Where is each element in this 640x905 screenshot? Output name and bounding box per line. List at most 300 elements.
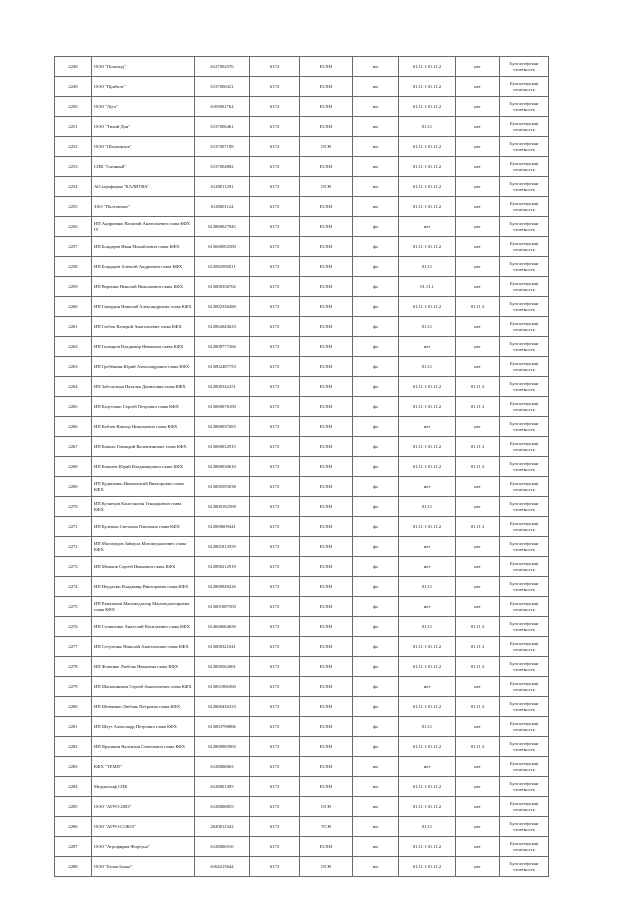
entity-type-cell: фл — [353, 377, 399, 397]
report-type-cell: Бухгалтерская отчетность — [500, 777, 549, 797]
okved-main-cell: 01.11.1 01.11.2 — [399, 297, 456, 317]
org-name-cell: ИП Кулешко Светлана Павловна глава КФХ — [92, 517, 195, 537]
entity-type-cell: фл — [353, 657, 399, 677]
okved-extra-cell: нет — [456, 757, 500, 777]
report-type-cell: Бухгалтерская отчетность — [500, 237, 549, 257]
tax-regime-cell: ЕСХН — [300, 497, 353, 517]
row-number-cell: 2276 — [55, 617, 92, 637]
entity-type-cell: юл — [353, 97, 399, 117]
report-type-cell: Бухгалтерская отчетность — [500, 837, 549, 857]
entity-type-cell: фл — [353, 217, 399, 237]
table-row — [55, 637, 549, 657]
table-row — [55, 857, 549, 877]
entity-type-cell: юл — [353, 777, 399, 797]
tax-regime-cell: ЕСХН — [300, 837, 353, 857]
row-number-cell: 2282 — [55, 737, 92, 757]
table-row — [55, 217, 549, 237]
row-number-cell: 2269 — [55, 477, 92, 497]
row-number-cell: 2281 — [55, 717, 92, 737]
okved-extra-cell: 01.11.3 — [456, 737, 500, 757]
row-number-cell: 2279 — [55, 677, 92, 697]
okved-main-cell: нет — [399, 677, 456, 697]
report-type-cell: Бухгалтерская отчетность — [500, 637, 549, 657]
org-name-cell: ИП Заболотная Наталья Даниловна глава КФХ — [92, 377, 195, 397]
table-row — [55, 497, 549, 517]
oktmo-code-cell: 6174 — [250, 77, 300, 97]
oktmo-code-cell: 6173 — [250, 337, 300, 357]
org-name-cell: ИП Глебов Валерий Анатольевич глава КФХ — [92, 317, 195, 337]
inn-cell: 612800609441 — [195, 517, 250, 537]
oktmo-code-cell: 6173 — [250, 577, 300, 597]
row-number-cell: 2249 — [55, 77, 92, 97]
row-number-cell: 2260 — [55, 297, 92, 317]
okved-extra-cell: нет — [456, 217, 500, 237]
org-name-cell: ООО "Белая Балка" — [92, 857, 195, 877]
table-row — [55, 797, 549, 817]
okved-extra-cell: нет — [456, 537, 500, 557]
okved-extra-cell: нет — [456, 817, 500, 837]
entity-type-cell: юл — [353, 857, 399, 877]
org-name-cell: СПК "Ситяный" — [92, 157, 195, 177]
oktmo-code-cell: 6173 — [250, 657, 300, 677]
entity-type-cell: юл — [353, 797, 399, 817]
table-row — [55, 577, 549, 597]
table-row — [55, 457, 549, 477]
table-row — [55, 57, 549, 77]
oktmo-code-cell: 6173 — [250, 197, 300, 217]
inn-cell: 6128006510 — [195, 837, 250, 857]
org-name-cell: ИП Андриенко Василий Анатольевич глава КФХ IV — [92, 217, 195, 237]
tax-regime-cell: ЕСХН — [300, 577, 353, 597]
row-number-cell: 2285 — [55, 797, 92, 817]
org-name-cell: ИП Коваль Геннадий Валентинович глава КФХ — [92, 437, 195, 457]
okved-extra-cell: нет — [456, 677, 500, 697]
report-type-cell: Бухгалтерская отчетность — [500, 537, 549, 557]
org-name-cell: ООО "Шалоннтов" — [92, 137, 195, 157]
tax-regime-cell: ЕСХН — [300, 197, 353, 217]
report-type-cell: Бухгалтерская отчетность — [500, 737, 549, 757]
okved-extra-cell: нет — [456, 317, 500, 337]
report-type-cell: Бухгалтерская отчетность — [500, 697, 549, 717]
row-number-cell: 2248 — [55, 57, 92, 77]
oktmo-code-cell: 6173 — [250, 457, 300, 477]
tax-regime-cell: ЕСХН — [300, 557, 353, 577]
okved-main-cell: 01.11.1 01.11.2 — [399, 777, 456, 797]
inn-cell: 612800985903 — [195, 737, 250, 757]
row-number-cell: 2277 — [55, 637, 92, 657]
entity-type-cell: фл — [353, 577, 399, 597]
entity-type-cell: фл — [353, 717, 399, 737]
entity-type-cell: фл — [353, 637, 399, 657]
oktmo-code-cell: 6173 — [250, 497, 300, 517]
report-type-cell: Бухгалтерская отчетность — [500, 217, 549, 237]
report-type-cell: Бухгалтерская отчетность — [500, 137, 549, 157]
oktmo-code-cell: 6173 — [250, 277, 300, 297]
okved-extra-cell: нет — [456, 177, 500, 197]
okved-main-cell: 01.11.1 01.11.2 — [399, 457, 456, 477]
tax-regime-cell: ЕСХН — [300, 277, 353, 297]
entity-type-cell: фл — [353, 677, 399, 697]
oktmo-code-cell: 6173 — [250, 797, 300, 817]
okved-main-cell: 01.11.1 01.11.2 — [399, 157, 456, 177]
okved-extra-cell: нет — [456, 57, 500, 77]
tax-regime-cell: ЕСХН — [300, 77, 353, 97]
tax-regime-cell: ЕСХН — [300, 157, 353, 177]
oktmo-code-cell: 6173 — [250, 717, 300, 737]
table-row — [55, 417, 549, 437]
tax-regime-cell: ЕСХН — [300, 317, 353, 337]
org-name-cell: ИП Кузнецов Константин Геннадьевич глава КФХ — [92, 497, 195, 517]
okved-main-cell: нет — [399, 757, 456, 777]
entity-type-cell: фл — [353, 617, 399, 637]
inn-cell: 613800595038 — [195, 477, 250, 497]
report-type-cell: Бухгалтерская отчетность — [500, 337, 549, 357]
row-number-cell: 2259 — [55, 277, 92, 297]
okved-extra-cell: нет — [456, 477, 500, 497]
org-name-cell: ИП Рамазанов Магомедзагир Магомедзагирович глава КФХ — [92, 597, 195, 617]
org-name-cell: ООО "Поповод" — [92, 57, 195, 77]
okved-main-cell: 01.11.1 01.11.2 — [399, 177, 456, 197]
registry-table — [54, 56, 549, 877]
okved-extra-cell: 01.11.3 — [456, 397, 500, 417]
table-row — [55, 97, 549, 117]
entity-type-cell: фл — [353, 477, 399, 497]
report-type-cell: Бухгалтерская отчетность — [500, 477, 549, 497]
oktmo-code-cell: 6173 — [250, 837, 300, 857]
oktmo-code-cell: 6173 — [250, 697, 300, 717]
tax-regime-cell: ЕСХН — [300, 457, 353, 477]
row-number-cell: 2288 — [55, 857, 92, 877]
table-row — [55, 537, 549, 557]
okved-main-cell: 01.11.1 01.11.2 — [399, 797, 456, 817]
inn-cell: 6128006063 — [195, 757, 250, 777]
report-type-cell: Бухгалтерская отчетность — [500, 357, 549, 377]
tax-regime-cell: ЕСХН — [300, 337, 353, 357]
entity-type-cell: юл — [353, 137, 399, 157]
entity-type-cell: юл — [353, 117, 399, 137]
okved-main-cell: 01.11 — [399, 617, 456, 637]
table-row — [55, 737, 549, 757]
org-name-cell: ИП Гребёнкин Юрий Александрович глава КФХ — [92, 357, 195, 377]
okved-extra-cell: 01.11.3 — [456, 617, 500, 637]
inn-cell: 612800777366 — [195, 337, 250, 357]
oktmo-code-cell: 6173 — [250, 817, 300, 837]
report-type-cell: Бухгалтерская отчетность — [500, 377, 549, 397]
tax-regime-cell: ЕСХН — [300, 97, 353, 117]
table-row — [55, 757, 549, 777]
registry-sheet — [54, 56, 548, 877]
row-number-cell: 2275 — [55, 597, 92, 617]
okved-extra-cell: нет — [456, 197, 500, 217]
okved-extra-cell: нет — [456, 357, 500, 377]
entity-type-cell: юл — [353, 817, 399, 837]
tax-regime-cell: ЕСХН — [300, 737, 353, 757]
row-number-cell: 2254 — [55, 177, 92, 197]
tax-regime-cell: ЕСХН — [300, 597, 353, 617]
table-row — [55, 717, 549, 737]
okved-main-cell: 01.11.1 01.11.2 — [399, 397, 456, 417]
report-type-cell: Бухгалтерская отчетность — [500, 817, 549, 837]
inn-cell: 2620012342 — [195, 817, 250, 837]
okved-main-cell: нет — [399, 217, 456, 237]
oktmo-code-cell: 6173 — [250, 777, 300, 797]
report-type-cell: Бухгалтерская отчетность — [500, 497, 549, 517]
okved-main-cell: нет — [399, 417, 456, 437]
okved-main-cell: 01.11.1 01.11.2 — [399, 137, 456, 157]
row-number-cell: 2253 — [55, 157, 92, 177]
row-number-cell: 2278 — [55, 657, 92, 677]
oktmo-code-cell: 6173 — [250, 237, 300, 257]
report-type-cell: Бухгалтерская отчетность — [500, 857, 549, 877]
table-row — [55, 597, 549, 617]
report-type-cell: Бухгалтерская отчетность — [500, 317, 549, 337]
table-row — [55, 317, 549, 337]
org-name-cell: ИП Сетуленко Николай Анатольевич глава КФХ — [92, 637, 195, 657]
tax-regime-cell: ЕСХН — [300, 677, 353, 697]
row-number-cell: 2274 — [55, 577, 92, 597]
entity-type-cell: фл — [353, 597, 399, 617]
row-number-cell: 2286 — [55, 817, 92, 837]
org-name-cell: ИП Гончаров Владимир Иванович глава КФХ — [92, 337, 195, 357]
inn-cell: 613800076100 — [195, 397, 250, 417]
okved-extra-cell: 01.11.3 — [456, 437, 500, 457]
table-row — [55, 617, 549, 637]
row-number-cell: 2262 — [55, 337, 92, 357]
inn-cell: 613800321041 — [195, 637, 250, 657]
oktmo-code-cell: 6173 — [250, 177, 300, 197]
tax-regime-cell: ЕСХН — [300, 417, 353, 437]
entity-type-cell: юл — [353, 57, 399, 77]
oktmo-code-cell: 6173 — [250, 357, 300, 377]
inn-cell: 613800562061 — [195, 657, 250, 677]
tax-regime-cell: ЕСХН — [300, 477, 353, 497]
table-row — [55, 197, 549, 217]
row-number-cell: 2265 — [55, 397, 92, 417]
table-row — [55, 117, 549, 137]
tax-regime-cell: ЕСХН — [300, 717, 353, 737]
table-row — [55, 477, 549, 497]
inn-cell: 612800436333 — [195, 697, 250, 717]
inn-cell: 6137006321 — [195, 77, 250, 97]
oktmo-code-cell: 6173 — [250, 857, 300, 877]
table-row — [55, 257, 549, 277]
org-name-cell: ИП Сетяшенко Анатолий Васильевич глава КФХ — [92, 617, 195, 637]
org-name-cell: ИП Шапошников Сергей Анатольевич глава КФХ — [92, 677, 195, 697]
okved-extra-cell: нет — [456, 857, 500, 877]
okved-main-cell: 01.11.1 01.11.2 — [399, 57, 456, 77]
tax-regime-cell: ЕСХН — [300, 757, 353, 777]
entity-type-cell: юл — [353, 177, 399, 197]
table-row — [55, 437, 549, 457]
report-type-cell: Бухгалтерская отчетность — [500, 757, 549, 777]
table-row — [55, 77, 549, 97]
table-row — [55, 557, 549, 577]
entity-type-cell: юл — [353, 157, 399, 177]
inn-cell: 6137004882 — [195, 157, 250, 177]
okved-main-cell: 01.11 — [399, 577, 456, 597]
report-type-cell: Бухгалтерская отчетность — [500, 517, 549, 537]
okved-extra-cell: нет — [456, 337, 500, 357]
org-name-cell: ИП Веренин Николай Николаевич глава КФХ — [92, 277, 195, 297]
tax-regime-cell: ЕСХН — [300, 257, 353, 277]
okved-extra-cell: нет — [456, 257, 500, 277]
org-name-cell: ИП Неудахин Владимир Викторович глава КФХ — [92, 577, 195, 597]
row-number-cell: 2257 — [55, 237, 92, 257]
oktmo-code-cell: 6173 — [250, 437, 300, 457]
row-number-cell: 2252 — [55, 137, 92, 157]
inn-cell: 613800032915 — [195, 437, 250, 457]
org-name-cell: Медиахлиф СПК — [92, 777, 195, 797]
okved-main-cell: 01.11.1 01.11.2 — [399, 197, 456, 217]
okved-main-cell: 01.11.1 01.11.2 — [399, 857, 456, 877]
oktmo-code-cell: 6173 — [250, 517, 300, 537]
org-name-cell: ИП Шевченко Любовь Петровна глава КФХ — [92, 697, 195, 717]
entity-type-cell: фл — [353, 257, 399, 277]
inn-cell: 613800027945 — [195, 217, 250, 237]
row-number-cell: 2256 — [55, 217, 92, 237]
table-row — [55, 177, 549, 197]
oktmo-code-cell: 6173 — [250, 477, 300, 497]
entity-type-cell: фл — [353, 357, 399, 377]
table-row — [55, 297, 549, 317]
okved-extra-cell: нет — [456, 597, 500, 617]
tax-regime-cell: ЕСХН — [300, 297, 353, 317]
report-type-cell: Бухгалтерская отчетность — [500, 557, 549, 577]
oktmo-code-cell: 6173 — [250, 737, 300, 757]
entity-type-cell: фл — [353, 277, 399, 297]
inn-cell: 6128001124 — [195, 197, 250, 217]
oktmo-code-cell: 6173 — [250, 377, 300, 397]
okved-extra-cell: нет — [456, 77, 500, 97]
table-row — [55, 277, 549, 297]
row-number-cell: 2258 — [55, 257, 92, 277]
report-type-cell: Бухгалтерская отчетность — [500, 257, 549, 277]
inn-cell: 613800356702 — [195, 277, 250, 297]
okved-main-cell: 01.11.1 01.11.2 — [399, 437, 456, 457]
entity-type-cell: фл — [353, 557, 399, 577]
okved-extra-cell: нет — [456, 137, 500, 157]
table-row — [55, 157, 549, 177]
okved-extra-cell: нет — [456, 237, 500, 257]
oktmo-code-cell: 6173 — [250, 217, 300, 237]
report-type-cell: Бухгалтерская отчетность — [500, 157, 549, 177]
org-name-cell: ИП Ковалев Юрий Владимирович глава КФХ — [92, 457, 195, 477]
okved-extra-cell: нет — [456, 577, 500, 597]
okved-extra-cell: 01.11.3 — [456, 297, 500, 317]
inn-cell: 613802356480 — [195, 297, 250, 317]
row-number-cell: 2284 — [55, 777, 92, 797]
oktmo-code-cell: 6173 — [250, 597, 300, 617]
table-row — [55, 377, 549, 397]
oktmo-code-cell: 6173 — [250, 537, 300, 557]
entity-type-cell: юл — [353, 77, 399, 97]
org-name-cell: ИП Ярушкин Валентин Семенович глава КФХ — [92, 737, 195, 757]
row-number-cell: 2272 — [55, 537, 92, 557]
org-name-cell: ООО "Тихий Дон" — [92, 117, 195, 137]
org-name-cell: ООО "Луга" — [92, 97, 195, 117]
entity-type-cell: фл — [353, 317, 399, 337]
okved-extra-cell: нет — [456, 557, 500, 577]
row-number-cell: 2270 — [55, 497, 92, 517]
report-type-cell: Бухгалтерская отчетность — [500, 417, 549, 437]
org-name-cell: ИП Казусенко Сергей Петрович глава КФХ — [92, 397, 195, 417]
okved-main-cell: 01.11 — [399, 357, 456, 377]
tax-regime-cell: ЕСХН — [300, 777, 353, 797]
inn-cell: 612800212919 — [195, 557, 250, 577]
report-type-cell: Бухгалтерская отчетность — [500, 277, 549, 297]
okved-extra-cell: 01.11.3 — [456, 377, 500, 397]
tax-regime-cell: ЕСХН — [300, 517, 353, 537]
oktmo-code-cell: 6173 — [250, 637, 300, 657]
okved-main-cell: 01.11.1 01.11.2 — [399, 517, 456, 537]
oktmo-code-cell: 6174 — [250, 117, 300, 137]
oktmo-code-cell: 6173 — [250, 417, 300, 437]
report-type-cell: Бухгалтерская отчетность — [500, 677, 549, 697]
table-row — [55, 837, 549, 857]
table-row — [55, 357, 549, 377]
tax-regime-cell: ЕСХН — [300, 377, 353, 397]
inn-cell: 613600002500 — [195, 237, 250, 257]
tax-regime-cell: ОСН — [300, 797, 353, 817]
report-type-cell: Бухгалтерская отчетность — [500, 657, 549, 677]
oktmo-code-cell: 6173 — [250, 257, 300, 277]
tax-regime-cell: ЕСХН — [300, 657, 353, 677]
row-number-cell: 2266 — [55, 417, 92, 437]
tax-regime-cell: ЕСХН — [300, 117, 353, 137]
okved-main-cell: 01.11 — [399, 717, 456, 737]
org-name-cell: ИП Фоменко Любовь Ивановна глава КФХ — [92, 657, 195, 677]
inn-cell: 6128006855 — [195, 797, 250, 817]
entity-type-cell: фл — [353, 397, 399, 417]
row-number-cell: 2280 — [55, 697, 92, 717]
inn-cell: 613802487753 — [195, 357, 250, 377]
okved-extra-cell: 01.11.3 — [456, 457, 500, 477]
tax-regime-cell: ЕСХН — [300, 217, 353, 237]
tax-regime-cell: ЕСХН — [300, 237, 353, 257]
entity-type-cell: фл — [353, 237, 399, 257]
okved-main-cell: нет — [399, 557, 456, 577]
okved-main-cell: 01.11.1 01.11.2 — [399, 77, 456, 97]
okved-main-cell: нет — [399, 537, 456, 557]
inn-cell: 6137006461 — [195, 117, 250, 137]
okved-main-cell: 01.11.1 01.11.2 — [399, 737, 456, 757]
okved-extra-cell: нет — [456, 117, 500, 137]
inn-cell: 613803790806 — [195, 717, 250, 737]
entity-type-cell: фл — [353, 437, 399, 457]
okved-main-cell: нет — [399, 477, 456, 497]
inn-cell: 612800342251 — [195, 377, 250, 397]
oktmo-code-cell: 6174 — [250, 157, 300, 177]
row-number-cell: 2263 — [55, 357, 92, 377]
inn-cell: 6127002576 — [195, 57, 250, 77]
org-name-cell: ООО "АГРО-СОЮЗ" — [92, 817, 195, 837]
okved-main-cell: 01.11.1 01.11.2 — [399, 697, 456, 717]
okved-main-cell: 01.11.1 01.11.2 — [399, 837, 456, 857]
okved-extra-cell: нет — [456, 777, 500, 797]
report-type-cell: Бухгалтерская отчетность — [500, 577, 549, 597]
table-row — [55, 237, 549, 257]
tax-regime-cell: ЕСХН — [300, 637, 353, 657]
inn-cell: 6128011291 — [195, 177, 250, 197]
report-type-cell: Бухгалтерская отчетность — [500, 197, 549, 217]
tax-regime-cell: ЕСХН — [300, 697, 353, 717]
inn-cell: 613800030610 — [195, 457, 250, 477]
oktmo-code-cell: 6173 — [250, 317, 300, 337]
inn-cell: 613800182508 — [195, 497, 250, 517]
org-name-cell: ИП Бондарев Иван Михайлович глава КФХ — [92, 237, 195, 257]
table-row — [55, 657, 549, 677]
table-row — [55, 817, 549, 837]
